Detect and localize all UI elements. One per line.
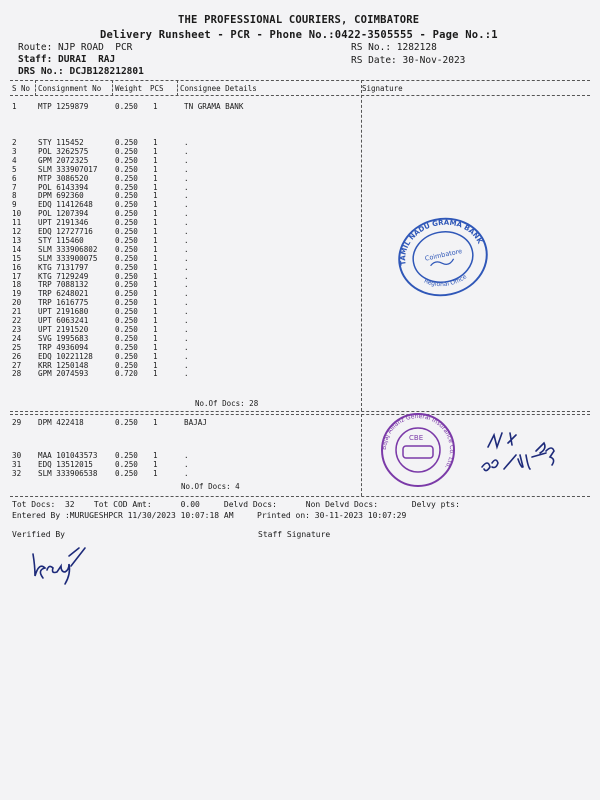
route: Route: NJP ROAD PCR: [18, 42, 133, 53]
row-pcs: 1: [153, 209, 158, 219]
row-consignment: DPM 692360: [38, 191, 84, 201]
table-row: [0, 147, 360, 156]
row-sno: 28: [12, 369, 22, 379]
col-divider: [112, 80, 113, 96]
row-consignee: .: [184, 468, 189, 478]
row-consignment: KTG 7131797: [38, 262, 89, 272]
row-pcs: 1: [153, 351, 158, 361]
row-weight: 0.250: [115, 459, 138, 469]
row-consignment: MAA 101043573: [38, 451, 98, 460]
runsheet-subtitle: Delivery Runsheet - PCR - Phone No.:0422-3505555 - Page No.:1: [100, 29, 498, 41]
bajaj-stamp-outer-text: Bajaj Allianz General Insurance Co. Ltd.: [380, 412, 456, 470]
row-pcs: 1: [153, 418, 158, 427]
row-weight: 0.250: [115, 138, 138, 147]
row-consignment: EDQ 12727716: [38, 227, 93, 236]
verified-by-label: Verified By: [12, 530, 65, 539]
handwritten-delivery-note: [470, 425, 570, 485]
company-name: THE PROFESSIONAL COURIERS, COIMBATORE: [178, 14, 420, 26]
table-row: [0, 218, 360, 227]
signature-divider: [361, 414, 362, 496]
row-consignment: STY 115460: [38, 235, 84, 245]
staff-signature-label: Staff Signature: [258, 530, 331, 539]
row-sno: 4: [12, 155, 17, 165]
table-row: [0, 183, 360, 192]
row-consignee: .: [184, 333, 189, 343]
row-weight: 0.250: [115, 244, 138, 254]
table-row: [0, 325, 360, 334]
row-consignee: TN GRAMA BANK: [184, 102, 244, 111]
printed-on: Printed on: 30-11-2023 10:07:29: [257, 511, 407, 520]
row-pcs: 1: [153, 333, 158, 343]
bank-stamp-outer-text: TAMIL NADU GRAMA BANK: [399, 218, 485, 266]
bajaj-stamp-inner-text: CBE: [409, 434, 424, 442]
row-weight: 0.250: [115, 333, 138, 343]
row-sno: 26: [12, 351, 22, 361]
col-divider: [177, 80, 178, 96]
table-row: [0, 227, 360, 236]
row-consignment: EDQ 13512015: [38, 459, 93, 469]
row-sno: 24: [12, 333, 22, 343]
row-weight: 0.250: [115, 155, 138, 165]
row-pcs: 1: [153, 324, 158, 334]
row-sno: 8: [12, 191, 17, 201]
row-sno: 31: [12, 459, 22, 469]
row-weight: 0.250: [115, 146, 138, 156]
row-consignment: EDQ 11412648: [38, 200, 93, 210]
verifier-signature: [25, 544, 95, 594]
row-consignee: .: [184, 307, 189, 317]
table-row: [0, 191, 360, 200]
table-row: [0, 280, 360, 289]
row-weight: 0.250: [115, 342, 138, 352]
row-weight: 0.250: [115, 218, 138, 228]
row-sno: 13: [12, 235, 22, 245]
row-pcs: 1: [153, 173, 158, 183]
header-bottom-rule: [10, 95, 590, 96]
row-sno: 5: [12, 164, 17, 174]
row-weight: 0.250: [115, 164, 138, 174]
row-weight: 0.250: [115, 360, 138, 370]
row-consignment: SLM 333907017: [38, 164, 98, 174]
row-consignment: GPM 2072325: [38, 155, 89, 165]
row-consignee: .: [184, 191, 189, 201]
row-weight: 0.250: [115, 173, 138, 183]
row-consignment: UPT 2191346: [38, 218, 89, 228]
table-row: [0, 298, 360, 307]
row-weight: 0.250: [115, 271, 138, 281]
table-row: [0, 289, 360, 298]
group-separator: [10, 411, 590, 412]
table-row: [0, 469, 360, 478]
row-pcs: 1: [153, 182, 158, 192]
table-row: [0, 361, 360, 370]
row-weight: 0.250: [115, 351, 138, 361]
row-weight: 0.250: [115, 102, 138, 111]
row-consignee: .: [184, 351, 189, 361]
table-row: [0, 254, 360, 263]
col-consignee: Consignee Details: [180, 84, 257, 93]
row-sno: 7: [12, 182, 17, 192]
table-row: [0, 209, 360, 218]
row-pcs: 1: [153, 298, 158, 308]
row-sno: 3: [12, 146, 17, 156]
row-consignee: .: [184, 459, 189, 469]
row-sno: 21: [12, 307, 22, 317]
row-weight: 0.250: [115, 451, 138, 460]
row-weight: 0.250: [115, 298, 138, 308]
row-consignment: POL 3262575: [38, 146, 89, 156]
row-consignment: SLM 333906802: [38, 244, 98, 254]
row-sno: 9: [12, 200, 17, 210]
row-consignee: .: [184, 164, 189, 174]
col-divider: [35, 80, 36, 96]
row-weight: 0.250: [115, 324, 138, 334]
row-consignee: .: [184, 227, 189, 236]
row-pcs: 1: [153, 360, 158, 370]
row-pcs: 1: [153, 271, 158, 281]
bank-stamp-bottom-text: Regional Office: [422, 273, 469, 289]
table-row: [0, 200, 360, 209]
col-sno: S No: [12, 84, 31, 93]
signature-divider: [361, 80, 362, 411]
row-consignment: EDQ 10221128: [38, 351, 93, 361]
rs-number: RS No.: 1282128: [351, 42, 437, 53]
row-pcs: 1: [153, 155, 158, 165]
row-pcs: 1: [153, 289, 158, 299]
row-sno: 15: [12, 253, 22, 263]
row-sno: 25: [12, 342, 22, 352]
row-consignee: .: [184, 138, 189, 147]
bajaj-seal-stamp: [378, 410, 458, 490]
table-row: [0, 352, 360, 361]
row-weight: 0.250: [115, 227, 138, 236]
row-consignment: DPM 422418: [38, 418, 84, 427]
row-weight: 0.250: [115, 418, 138, 427]
row-consignment: STY 115452: [38, 138, 84, 147]
row-consignee: .: [184, 173, 189, 183]
group-1-doc-count: No.Of Docs: 28: [195, 399, 259, 408]
row-consignment: POL 1207394: [38, 209, 89, 219]
row-consignment: POL 6143394: [38, 182, 89, 192]
row-consignee: .: [184, 146, 189, 156]
row-consignment: SVG 1995683: [38, 333, 89, 343]
staff: Staff: DURAI RAJ: [18, 54, 116, 65]
row-consignee: .: [184, 289, 189, 299]
row-weight: 0.250: [115, 289, 138, 299]
row-weight: 0.250: [115, 280, 138, 290]
row-consignment: KTG 7129249: [38, 271, 89, 281]
row-consignee: .: [184, 271, 189, 281]
table-row: [0, 165, 360, 174]
row-sno: 29: [12, 418, 22, 427]
row-pcs: 1: [153, 164, 158, 174]
row-weight: 0.250: [115, 191, 138, 201]
row-pcs: 1: [153, 253, 158, 263]
row-consignee: .: [184, 316, 189, 325]
rs-date: RS Date: 30-Nov-2023: [351, 55, 466, 66]
row-pcs: 1: [153, 191, 158, 201]
drs-number: DRS No.: DCJB128212801: [18, 66, 144, 77]
row-consignee: .: [184, 360, 189, 370]
row-sno: 30: [12, 451, 22, 460]
row-pcs: 1: [153, 280, 158, 290]
row-consignee: .: [184, 451, 189, 460]
entered-by: Entered By :MURUGESHPCR 11/30/2023 10:07:18 AM: [12, 511, 234, 520]
table-row: [0, 263, 360, 272]
row-pcs: 1: [153, 146, 158, 156]
row-weight: 0.250: [115, 200, 138, 210]
table-row: [0, 138, 360, 147]
table-row: [0, 156, 360, 165]
table-row: [0, 102, 360, 111]
row-consignee: .: [184, 155, 189, 165]
row-weight: 0.250: [115, 235, 138, 245]
row-pcs: 1: [153, 451, 158, 460]
row-consignment: UPT 6063241: [38, 316, 89, 325]
row-consignee: BAJAJ: [184, 418, 207, 427]
row-pcs: 1: [153, 468, 158, 478]
row-weight: 0.250: [115, 316, 138, 325]
table-row: [0, 236, 360, 245]
row-consignee: .: [184, 235, 189, 245]
col-pcs: PCS: [150, 84, 164, 93]
row-consignee: .: [184, 369, 189, 379]
row-consignment: KRR 1250148: [38, 360, 89, 370]
row-consignment: TRP 7088132: [38, 280, 89, 290]
row-consignee: .: [184, 262, 189, 272]
row-pcs: 1: [153, 235, 158, 245]
row-pcs: 1: [153, 138, 158, 147]
row-consignment: MTP 1259879: [38, 102, 89, 111]
row-pcs: 1: [153, 342, 158, 352]
row-consignee: .: [184, 200, 189, 210]
row-sno: 18: [12, 280, 22, 290]
row-pcs: 1: [153, 307, 158, 317]
table-row: [0, 343, 360, 352]
row-sno: 6: [12, 173, 17, 183]
row-consignee: .: [184, 342, 189, 352]
row-sno: 20: [12, 298, 22, 308]
row-pcs: 1: [153, 218, 158, 228]
row-weight: 0.250: [115, 468, 138, 478]
row-pcs: 1: [153, 200, 158, 210]
row-sno: 16: [12, 262, 22, 272]
row-consignment: TRP 1616775: [38, 298, 89, 308]
table-row: [0, 316, 360, 325]
table-row: [0, 334, 360, 343]
row-consignment: GPM 2074593: [38, 369, 89, 379]
row-weight: 0.720: [115, 369, 138, 379]
table-row: [0, 245, 360, 254]
row-pcs: 1: [153, 369, 158, 379]
bank-seal-stamp: [395, 215, 495, 300]
bank-stamp-inner-text: Coimbatore: [424, 247, 463, 263]
row-consignment: TRP 6248021: [38, 289, 89, 299]
row-pcs: 1: [153, 244, 158, 254]
row-pcs: 1: [153, 102, 158, 111]
row-sno: 10: [12, 209, 22, 219]
row-consignment: MTP 3086520: [38, 173, 89, 183]
table-row: [0, 272, 360, 281]
row-weight: 0.250: [115, 182, 138, 192]
row-sno: 32: [12, 468, 22, 478]
row-consignment: UPT 2191680: [38, 307, 89, 317]
row-consignee: .: [184, 280, 189, 290]
row-consignee: .: [184, 298, 189, 308]
row-pcs: 1: [153, 459, 158, 469]
row-sno: 2: [12, 138, 17, 147]
table-row: [0, 307, 360, 316]
row-sno: 12: [12, 227, 22, 236]
row-consignee: .: [184, 218, 189, 228]
row-consignment: SLM 333906538: [38, 468, 98, 478]
row-consignment: TRP 4936094: [38, 342, 89, 352]
row-sno: 23: [12, 324, 22, 334]
row-sno: 27: [12, 360, 22, 370]
row-consignment: SLM 333900075: [38, 253, 98, 263]
table-row: [0, 460, 360, 469]
col-signature: Signature: [362, 84, 403, 93]
table-row: [0, 418, 360, 427]
totals-line: Tot Docs: 32 Tot COD Amt: 0.00 Delvd Docs: Non Delvd Docs: Delvy pts:: [12, 500, 460, 509]
row-weight: 0.250: [115, 209, 138, 219]
row-consignee: .: [184, 253, 189, 263]
row-sno: 19: [12, 289, 22, 299]
col-consignment: Consignment No: [38, 84, 102, 93]
row-consignee: .: [184, 182, 189, 192]
group-separator: [10, 414, 590, 415]
row-sno: 11: [12, 218, 22, 228]
row-pcs: 1: [153, 316, 158, 325]
group-2-doc-count: No.Of Docs: 4: [181, 482, 240, 491]
row-pcs: 1: [153, 262, 158, 272]
row-sno: 14: [12, 244, 22, 254]
row-weight: 0.250: [115, 307, 138, 317]
row-weight: 0.250: [115, 253, 138, 263]
row-consignee: .: [184, 244, 189, 254]
table-row: [0, 174, 360, 183]
row-consignee: .: [184, 324, 189, 334]
header-top-rule: [10, 80, 590, 81]
row-sno: 1: [12, 102, 17, 111]
table-row: [0, 451, 360, 460]
table-row: [0, 369, 360, 378]
footer-rule: [10, 496, 590, 497]
row-sno: 22: [12, 316, 22, 325]
row-pcs: 1: [153, 227, 158, 236]
row-consignment: UPT 2191520: [38, 324, 89, 334]
row-consignee: .: [184, 209, 189, 219]
row-weight: 0.250: [115, 262, 138, 272]
col-weight: Weight: [115, 84, 143, 93]
svg-text:Regional Office: [422, 269, 469, 293]
row-sno: 17: [12, 271, 22, 281]
